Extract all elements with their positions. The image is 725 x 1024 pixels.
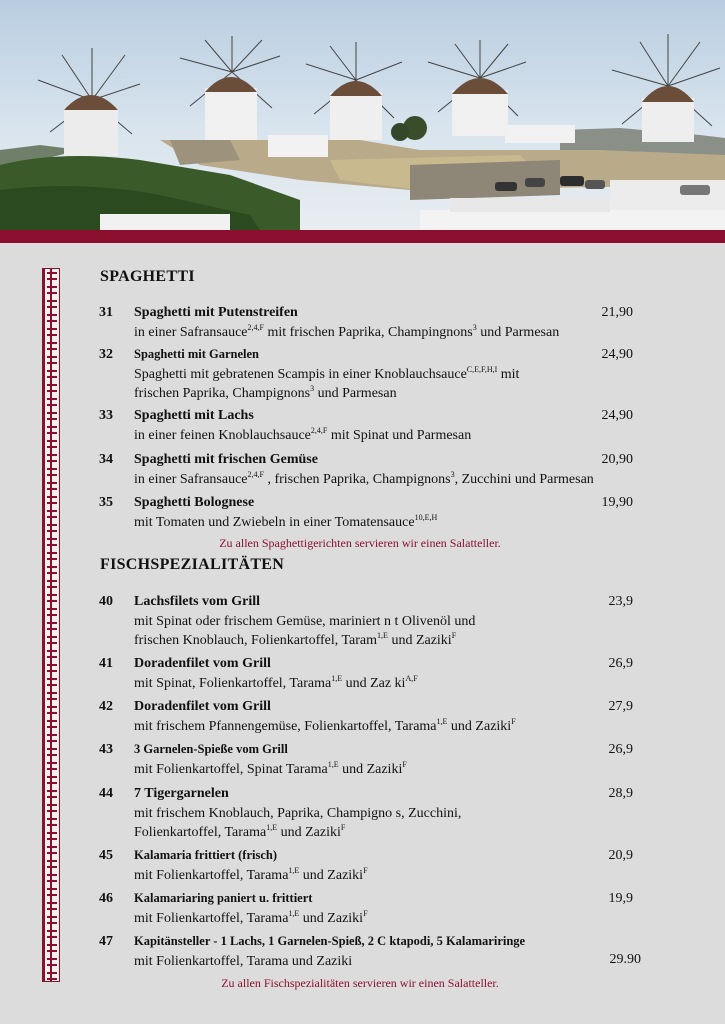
item-number: 44 [99,786,113,801]
windmills-photo [0,0,725,230]
item-price: 26,9 [608,656,633,671]
item-description: mit Folienkartoffel, Tarama$^{1,E}$ und Zaziki$^F$ [134,866,368,883]
item-number: 47 [99,934,113,949]
item-price: 27,9 [608,699,633,714]
item-number: 31 [99,305,113,320]
item-description: mit Spinat, Folienkartoffel, Tarama$^{1,E}$ und Zaz $ki^{A,F}$ [134,674,418,691]
item-number: 43 [99,742,113,757]
item-name: Spaghetti mit Lachs [134,408,254,423]
item-description: in einer Safransauce$^{2,4,F}$ mit frischen Paprika, Champingnons$^3$ und Parmesan [134,323,560,340]
item-price: 29.90 [609,952,641,967]
item-number: 32 [99,347,113,362]
item-number: 35 [99,495,113,510]
item-price: 19,9 [608,891,633,906]
item-name: 7 Tigergarnelen [134,786,229,801]
item-price: 20,90 [601,452,633,467]
item-number: 41 [99,656,113,671]
item-price: 24,90 [601,347,633,362]
item-number: 34 [99,452,113,467]
item-description: in einer Safransauce$^{2,4,F}$ , frischen Paprika, Champignons$^3$, Zucchini und Parmesan [134,470,594,487]
item-name: Spaghetti mit frischen Gemüse [134,452,318,467]
fisch-salad-note: Zu allen Fischspezialitäten servieren wir einen Salatteller. [221,976,499,990]
item-description: mit Folienkartoffel, Tarama$^{1,E}$ und Zaziki$^F$ [134,909,368,926]
item-number: 45 [99,848,113,863]
windmills-illustration [0,0,725,230]
item-name: Doradenfilet vom Grill [134,656,271,671]
spaghetti-salad-note: Zu allen Spaghettigerichten servieren wir einen Salatteller. [219,536,501,550]
item-price: 19,90 [601,495,633,510]
item-description: mit frischem Knoblauch, Paprika, Champigno s, Zucchini, Folienkartoffel, Tarama$^{1,E}$ und Zaziki$^F$ [134,806,462,840]
item-description: in einer feinen Knoblauchsauce$^{2,4,F}$ mit Spinat und Parmesan [134,426,472,443]
item-price: 24,90 [601,408,633,423]
header-divider [0,230,725,243]
item-price: 20,9 [608,848,633,863]
item-description: mit frischem Pfannengemüse, Folienkartoffel, Tarama$^{1,E}$ und Zaziki$^F$ [134,717,516,734]
item-name: Spaghetti mit Putenstreifen [134,305,298,320]
item-number: 33 [99,408,113,423]
item-description: mit Folienkartoffel, Spinat Tarama$^{1,E}$ und Zaziki$^F$ [134,760,407,777]
item-name: Spaghetti Bolognese [134,495,255,510]
item-price: 26,9 [608,742,633,757]
item-description: mit Folienkartoffel, Tarama und Zaziki [134,954,353,969]
item-number: 40 [99,594,113,609]
item-number: 46 [99,891,113,906]
item-name: Kapitänsteller - 1 Lachs, 1 Garnelen-Spieß, 2 C ktapodi, 5 Kalamariringe [134,934,526,948]
item-description: Spaghetti mit gebratenen Scampis in einer Knoblauchsauce$^{C,E,F,H,I}$ mit frischen Paprika, Champignons$^3$ und Parmesan [134,365,520,401]
greek-key-border [42,268,60,982]
item-price: 28,9 [608,786,633,801]
item-name: Doradenfilet vom Grill [134,699,271,714]
section-title-spaghetti: SPAGHETTI [100,268,195,285]
section-title-fisch: FISCHSPEZIALITÄTEN [100,556,285,573]
item-price: 23,9 [608,594,633,609]
item-name: Lachsfilets vom Grill [134,594,260,609]
item-description: mit Tomaten und Zwiebeln in einer Tomatensauce$^{10,E,H}$ [134,513,438,530]
item-name: 3 Garnelen-Spieße vom Grill [134,742,288,756]
item-name: Spaghetti mit Garnelen [134,347,259,361]
item-name: Kalamaria frittiert (frisch) [134,848,277,862]
item-number: 42 [99,699,113,714]
item-name: Kalamariaring paniert u. frittiert [134,891,313,905]
item-price: 21,90 [601,305,633,320]
item-description: mit Spinat oder frischem Gemüse, mariniert n t Olivenöl und frischen Knoblauch, Folienkartoffel, Taram$^{1,E}$ und Zaziki$^F$ [134,614,476,648]
